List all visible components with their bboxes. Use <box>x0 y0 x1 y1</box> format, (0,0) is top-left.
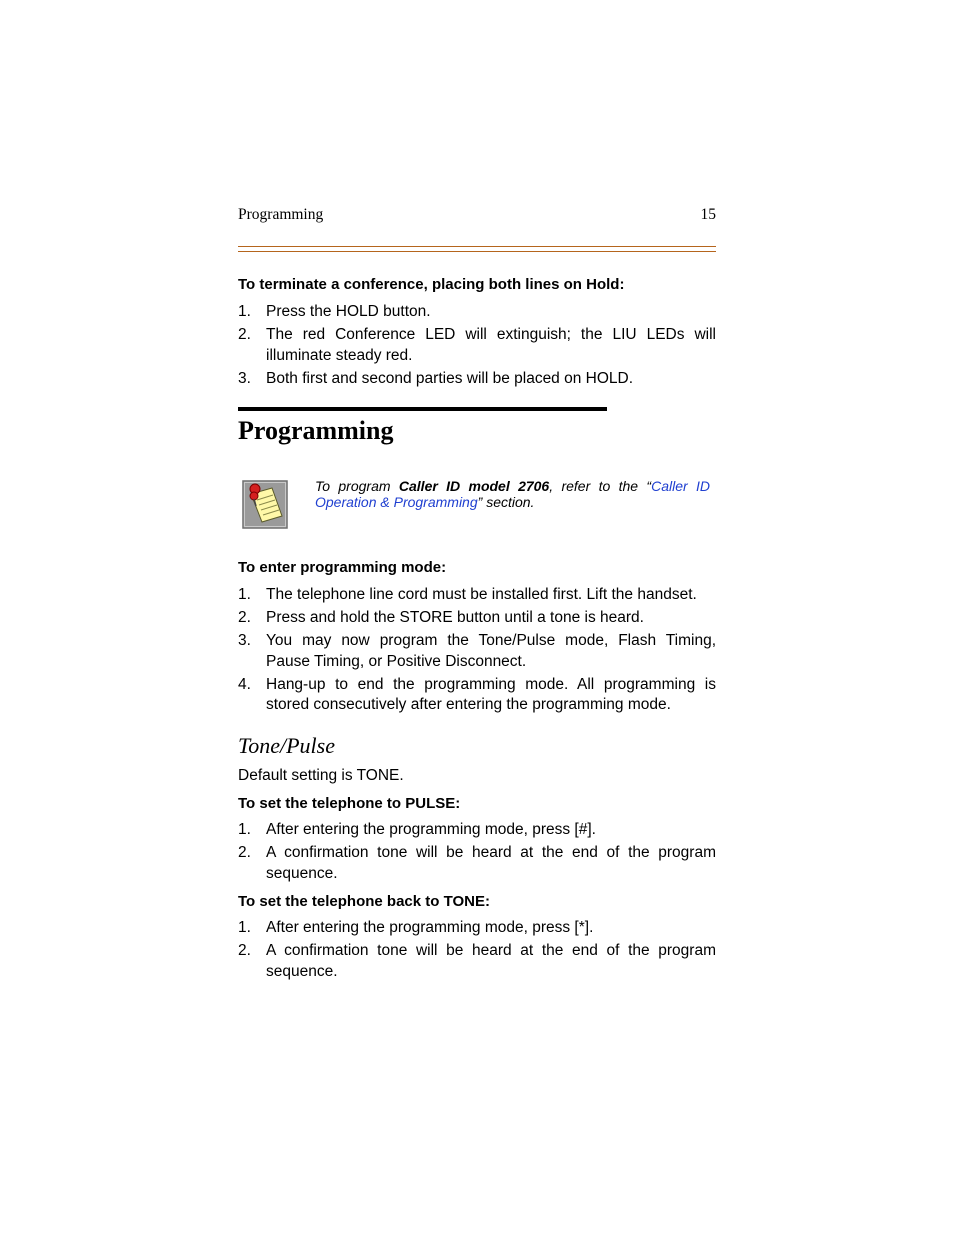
header-section-title: Programming <box>238 206 324 223</box>
list-item <box>238 918 716 939</box>
note-model-name: Caller ID model 2706 <box>398 478 550 494</box>
page-number: 15 <box>700 206 716 223</box>
step-number: 2. <box>238 844 251 861</box>
pulse-heading: To set the telephone to PULSE: <box>238 795 461 812</box>
step-number: 2. <box>238 326 251 343</box>
list-item <box>238 325 716 366</box>
running-header <box>238 206 716 224</box>
pushpin-note-icon <box>242 480 288 530</box>
section-rule <box>238 407 607 411</box>
step-text: Both first and second parties will be placed on HOLD. <box>266 369 634 387</box>
step-text: The telephone line cord must be installed first. Lift the handset. <box>266 586 697 603</box>
step-text: After entering the programming mode, press [#]. <box>266 821 596 838</box>
caller-id-section-link[interactable]: Caller ID Operation & Programming <box>315 478 710 510</box>
step-number: 2. <box>238 942 251 959</box>
list-item <box>238 302 716 323</box>
list-item <box>238 675 716 716</box>
note-text <box>315 478 710 510</box>
list-item <box>238 608 716 629</box>
step-number: 2. <box>238 609 251 626</box>
step-number: 3. <box>238 632 251 649</box>
step-number: 4. <box>238 675 251 693</box>
list-item <box>238 843 716 884</box>
tone-steps <box>238 918 716 985</box>
step-text: After entering the programming mode, press [*]. <box>266 919 594 936</box>
pulse-steps <box>238 820 716 887</box>
list-item <box>238 941 716 982</box>
header-rule-bottom <box>238 251 716 252</box>
step-number: 1. <box>238 303 251 320</box>
default-setting-text: Default setting is TONE. <box>238 767 404 784</box>
enter-mode-steps <box>238 585 716 718</box>
step-text: A confirmation tone will be heard at the end of the program sequence. <box>266 844 716 882</box>
note-prefix: To program <box>315 478 399 494</box>
list-item <box>238 820 716 841</box>
note-suffix: ” section. <box>477 494 535 510</box>
section-title: Programming <box>238 416 394 445</box>
enter-mode-heading: To enter programming mode: <box>238 559 447 576</box>
note-middle: , refer to the “ <box>549 478 652 494</box>
list-item <box>238 585 716 606</box>
step-text: You may now program the Tone/Pulse mode, Flash Timing, Pause Timing, or Positive Disconnect. <box>266 632 716 670</box>
step-text: Hang-up to end the programming mode. All programming is stored consecutively after entering the programming mode. <box>266 675 716 713</box>
terminate-heading: To terminate a conference, placing both lines on Hold: <box>238 276 625 293</box>
subsection-title: Tone/Pulse <box>238 733 335 758</box>
step-text: Press and hold the STORE button until a tone is heard. <box>266 609 644 626</box>
step-number: 3. <box>238 369 251 387</box>
list-item <box>238 631 716 672</box>
tone-heading: To set the telephone back to TONE: <box>238 893 490 910</box>
step-number: 1. <box>238 586 251 603</box>
header-rule-top <box>238 246 716 247</box>
step-text: A confirmation tone will be heard at the end of the program sequence. <box>266 942 716 980</box>
terminate-steps <box>238 302 716 392</box>
step-text: The red Conference LED will extinguish; the LIU LEDs will illuminate steady red. <box>266 326 716 364</box>
step-text: Press the HOLD button. <box>266 303 431 320</box>
step-number: 1. <box>238 919 251 936</box>
list-item <box>238 369 716 390</box>
step-number: 1. <box>238 821 251 838</box>
